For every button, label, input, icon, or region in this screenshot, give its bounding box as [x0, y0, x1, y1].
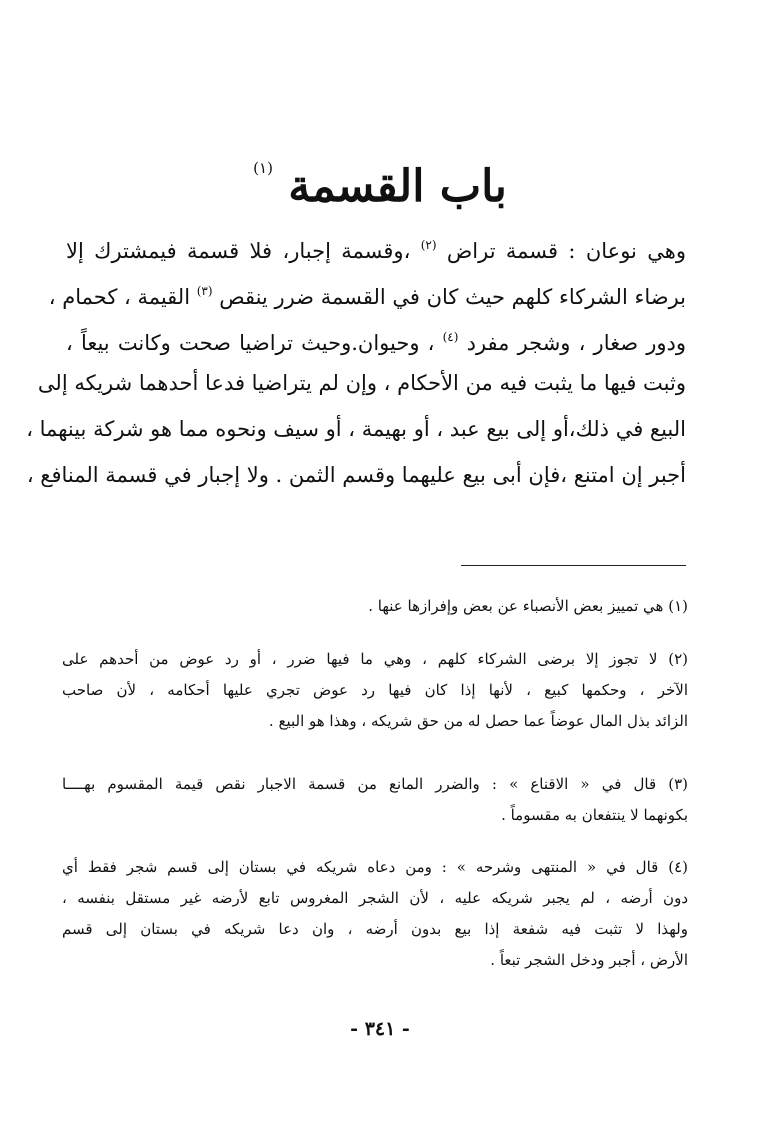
text-run: وهي نوعان : قسمة تراض — [446, 239, 686, 263]
footnote-line: الزائد بذل المال عوضاً عما حصل له من حق شريكه ، وهذا هو البيع . — [268, 712, 688, 730]
footnote-line: (٤) قال في « المنتهى وشرحه » : ومن دعاه شريكه في بستان إلى قسم شجر فقط أي — [62, 858, 688, 876]
footnote-2 — [62, 644, 688, 737]
main-text-line-3 — [66, 314, 686, 360]
footnote-line: بكونهما لا ينتفعان به مقسوماً . — [501, 806, 688, 824]
main-text-line-4: وثبت فيها ما يثبت فيه من الأحكام ، وإن لم يتراضيا فدعا أحدهما شريكه إلى — [37, 371, 686, 395]
main-text-line-5: البيع في ذلك،أو إلى بيع عبد ، أو بهيمة ، أو سيف ونحوه مما هو شركة بينهما ، — [26, 417, 686, 441]
chapter-title-text: باب القسمة — [288, 161, 507, 212]
text-run: ، وحيوان.وحيث تراضيا صحت وكانت بيعاً ، — [66, 331, 435, 355]
main-text-line-6: أجبر إن امتنع ،فإن أبى بيع عليهما وقسم الثمن . ولا إجبار في قسمة المنافع ، — [26, 463, 686, 487]
page-number: - ٣٤١ - — [350, 1018, 410, 1040]
main-text-line-2 — [48, 268, 686, 314]
main-text-line-1 — [66, 222, 686, 268]
text-run: ،وقسمة إجبار، فلا قسمة فيمشترك إلا — [66, 239, 411, 263]
text-run: ودور صغار ، وشجر مفرد — [466, 331, 686, 355]
footnote-line: دون أرضه ، لم يجبر شريكه عليه ، لأن الشجر المغروس تابع لأرضه غير مستقل بنفسه ، — [62, 889, 688, 907]
footnote-line: ولهذا لا تثبت فيه شفعة إذا بيع بدون أرضه ، وان دعا شريكه في بستان إلى قسم — [62, 920, 688, 938]
footnote-line: (٢) لا تجوز إلا برضى الشركاء كلهم ، وهي ما فيها ضرر ، أو رد عوض من أحدهم على — [62, 650, 688, 668]
main-text — [26, 222, 686, 498]
chapter-title-note-ref: (١) — [253, 159, 273, 177]
footnote-line: (١) هي تمييز بعض الأنصباء عن بعض وإفرازها عنها . — [368, 597, 688, 615]
footnote-3 — [62, 769, 688, 831]
footnote-line: الآخر ، وحكمها كبيع ، لأنها إذا كان فيها رد عوض تجري عليها أحكامه ، لأن صاحب — [62, 681, 688, 699]
footnote-line: (٣) قال في « الاقناع » : والضرر المانع من قسمة الاجبار نقص قيمة المقسوم بهــــا — [62, 775, 688, 793]
footnote-ref-3: (٣) — [196, 284, 213, 298]
chapter-title — [0, 138, 760, 217]
footnote-separator — [461, 565, 686, 566]
text-run: القيمة ، كحمام ، — [48, 285, 191, 309]
footnote-4 — [62, 852, 688, 976]
footnote-1 — [62, 591, 688, 622]
footnote-ref-4: (٤) — [442, 330, 459, 344]
text-run: برضاء الشركاء كلهم حيث كان في القسمة ضرر ينقص — [219, 285, 686, 309]
footnote-ref-2: (٢) — [420, 238, 437, 252]
footnote-line: الأرض ، أجبر ودخل الشجر تبعاً . — [490, 951, 688, 969]
